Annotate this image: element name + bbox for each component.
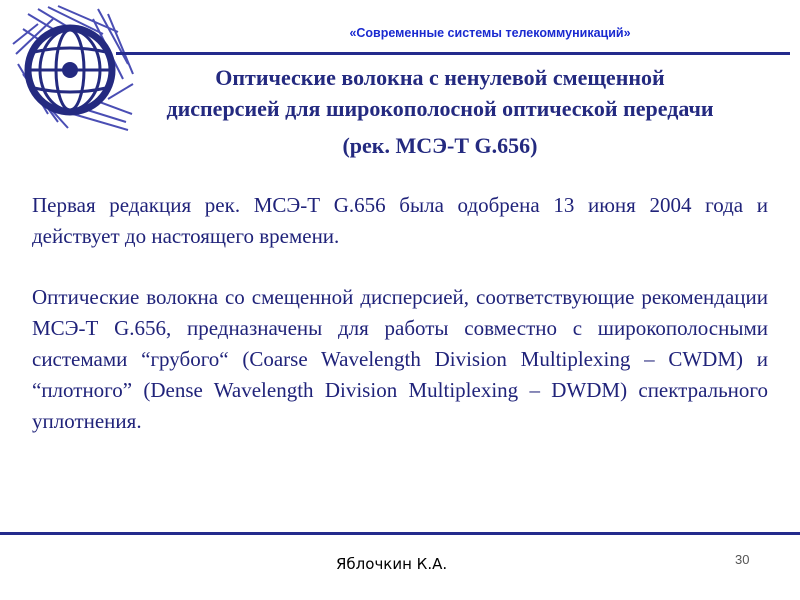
body-paragraph-1: Первая редакция рек. МСЭ-Т G.656 была одобрена 13 июня 2004 года и действует до настоящего времени.	[32, 193, 768, 248]
footer-divider	[0, 532, 800, 535]
slide-title-line-3: (рек. МСЭ-Т G.656)	[342, 133, 538, 158]
header-divider	[116, 52, 790, 55]
slide-title-line-2: дисперсией для широкополосной оптической передачи	[166, 96, 714, 121]
slide-title-line-1: Оптические волокна с ненулевой смещенной	[215, 65, 665, 90]
body-paragraph-2: Оптические волокна со смещенной дисперсией, соответствующие рекомендации МСЭ-Т G.656, предназначены для работы совместно с широкополосными системами “грубого“ (Coarse Wavelength Division Multiplexing – CWDM) и “плотного” (Dense Wavelength Division Multiplexing – DWDM) спектрального уплотнения.	[32, 285, 768, 433]
presentation-subtitle: «Современные системы телекоммуникаций»	[349, 26, 631, 40]
slide-title	[100, 62, 780, 161]
author-name: Яблочкин К.А.	[336, 555, 448, 573]
page-number: 30	[735, 552, 750, 567]
